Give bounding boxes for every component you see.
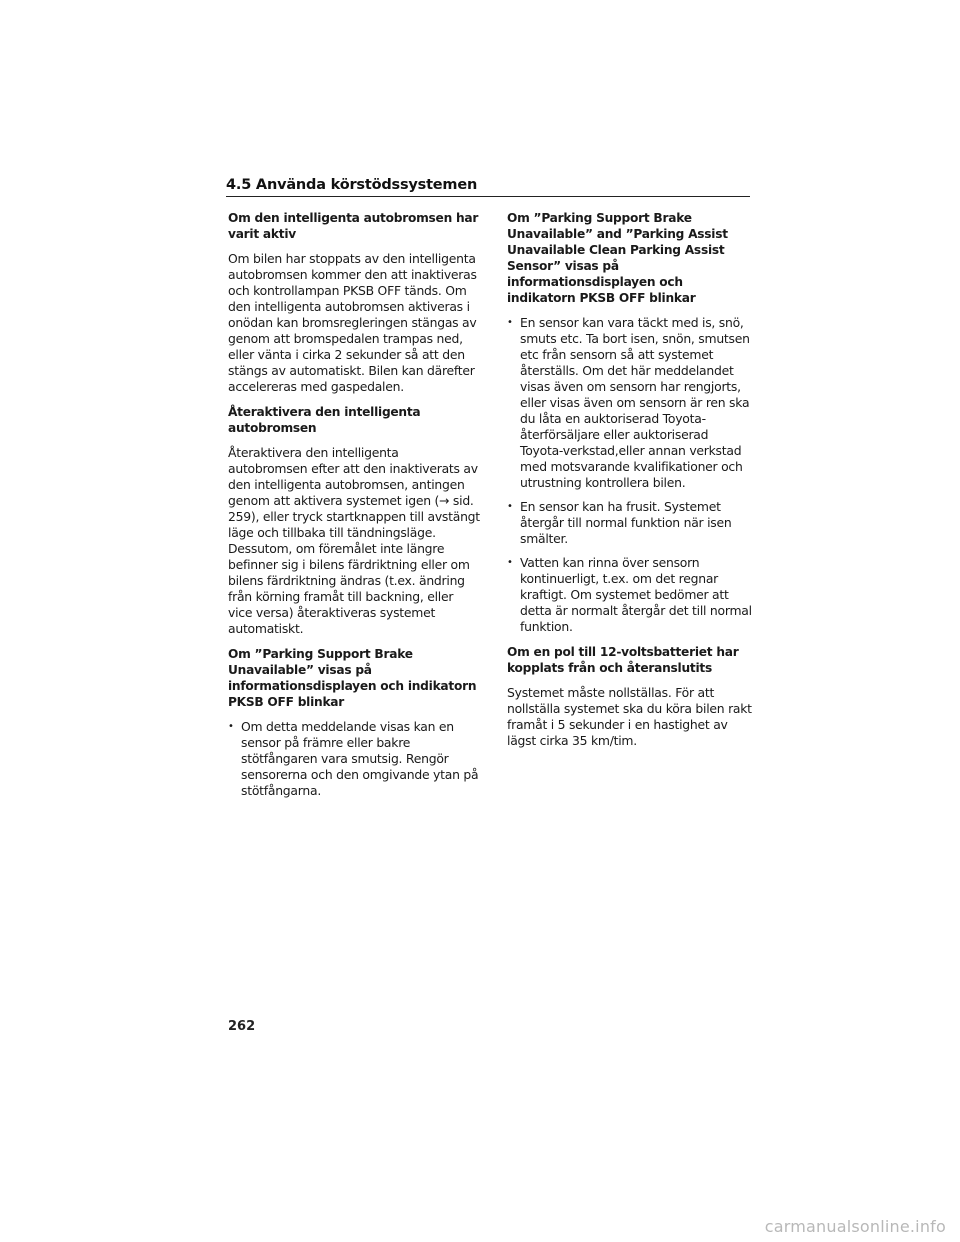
section-title: 4.5 Använda körstödssystemen [226, 177, 478, 193]
paragraph-battery-reconnected: Systemet måste nollställas. För att nollställa systemet ska du köra bilen rakt framåt i 5 sekunder i en hastighet av lägst cirka 35 km/tim. [507, 685, 752, 748]
paragraph-autobrake-active: Om bilen har stoppats av den intelligenta autobromsen kommer den att inaktiveras och kontrollampan PKSB OFF tänds. Om den intelligenta autobromsen aktiveras i onödan kan bromsregleringen stängas av genom att bromspedalen trampas ned, eller vänta i cirka 2 sekunder så att den stängs av automatiskt. Bilen kan därefter accelereras med gaspedalen. [228, 251, 477, 394]
watermark-text: carmanualsonline.info [764, 1217, 946, 1236]
heading-reactivate: Återaktivera den intelligenta autobromsen [228, 405, 421, 435]
heading-pksb-unavailable: Om ”Parking Support Brake Unavailable” visas på informationsdisplayen och indikatorn PKSB OFF blinkar [228, 647, 477, 709]
right-column [507, 210, 755, 758]
left-column [228, 210, 480, 808]
list-item: • En sensor kan vara täckt med is, snö, smuts etc. Ta bort isen, snön, smutsen etc från sensorn så att systemet återställs. Om det här meddelandet visas även om sensorn har rengjorts, eller visas även om sensorn är ren ska du låta en auktoriserad Toyota-återförsäljare eller auktoriserad Toyota-verkstad,eller annan verkstad med motsvarande kvalifikationer och utrustning kontrollera bilen. [507, 315, 755, 491]
list-item: • En sensor kan ha frusit. Systemet återgår till normal funktion när isen smälter. [507, 499, 755, 547]
heading-battery-reconnected: Om en pol till 12-voltsbatteriet har kopplats från och återanslutits [507, 645, 739, 675]
page-number: 262 [228, 1019, 256, 1034]
page-header [226, 177, 750, 197]
bullet-list-sensor [507, 315, 755, 635]
heading-autobrake-active: Om den intelligenta autobromsen har varit aktiv [228, 211, 479, 241]
bullet-list-pksb-unavailable [228, 719, 480, 799]
paragraph-reactivate: Återaktivera den intelligenta autobromsen efter att den inaktiverats av den intelligenta autobromsen, antingen genom att aktivera systemet igen (→ sid. 259), eller tryck startknappen till avstängt läge och tillbaka till tändningsläge. Dessutom, om föremålet inte längre befinner sig i bilens färdriktning eller om bilens färdriktning ändras (t.ex. ändring från körning framåt till backning, eller vice versa) återaktiveras systemet automatiskt. [228, 445, 480, 636]
list-item: • Vatten kan rinna över sensorn kontinuerligt, t.ex. om det regnar kraftigt. Om systemet bedömer att detta är normalt återgår det till normal funktion. [507, 555, 755, 635]
list-item: • Om detta meddelande visas kan en sensor på främre eller bakre stötfångaren vara smutsig. Rengör sensorerna och den omgivande ytan på stötfångarna. [228, 719, 480, 799]
heading-pksb-and-assist-unavailable: Om ”Parking Support Brake Unavailable” and ”Parking Assist Unavailable Clean Parking Assist Sensor” visas på informationsdisplayen och indikatorn PKSB OFF blinkar [507, 211, 728, 305]
